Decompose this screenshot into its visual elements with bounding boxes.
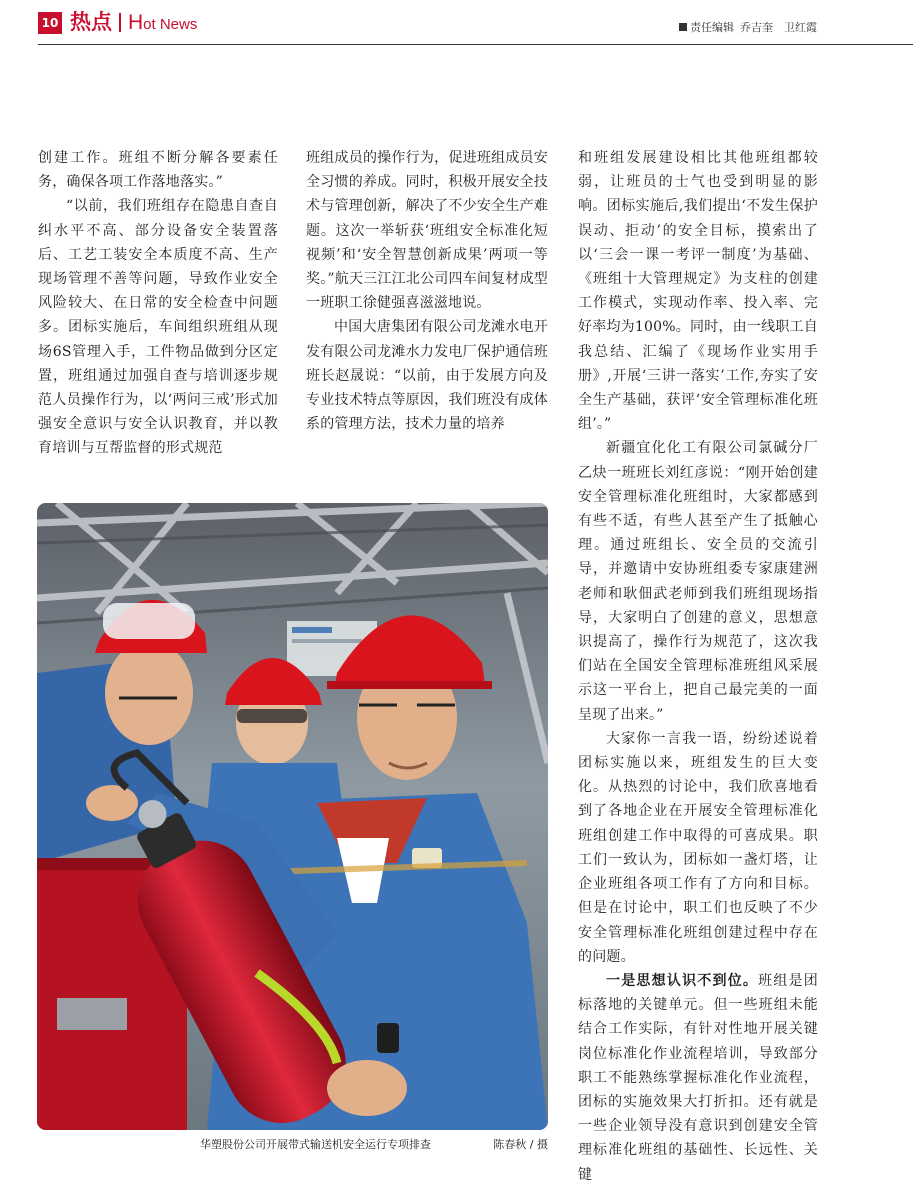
workers-inspecting-extinguisher-illustration [37, 503, 548, 1130]
paragraph: 班组成员的操作行为，促进班组成员安全习惯的养成。同时，积极开展安全技术与管理创新，解决了不少安全生产难题。这次一举斩获‘班组安全标准化短视频’和‘安全智慧创新成果’两项一等奖。”航天三江江北公司四车间复材成型一班职工徐健强喜滋滋地说。 [306, 150, 548, 312]
paragraph-lead: 一是思想认识不到位。 [606, 972, 759, 989]
section-title-en-rest: ot News [143, 16, 198, 33]
article-photo [37, 503, 548, 1130]
section-title-cn: 热点 [70, 10, 112, 34]
text-column-2 [306, 146, 548, 436]
caption-text: 华塑股份公司开展带式输送机安全运行专项排查 [200, 1138, 431, 1151]
paragraph: 新疆宜化化工有限公司氯碱分厂乙炔一班班长刘红彦说：“刚开始创建安全管理标准化班组时，大家都感到有些不适，有些人甚至产生了抵触心理。通过班组长、安全员的交流引导，并邀请中安协班组委专家康建洲老师和耿佃武老师到我们班组现场指导，大家明白了创建的意义，思想意识提高了，操作行为规范了，这次我们站在全国安全管理标准班组风采展示这一平台上，把自己最完美的一面呈现了出来。” [578, 440, 818, 723]
square-bullet-icon [679, 23, 687, 31]
text-column-3 [578, 146, 818, 1187]
paragraph: 和班组发展建设相比其他班组都较弱，让班员的士气也受到明显的影响。团标实施后,我们提出‘不发生保护误动、拒动’的安全目标，摸索出了以‘三会一课一考评一制度’为基础、《班组十大管理规定》为支柱的创建工作模式，实现动作率、投入率、完好率均为100%。同时，由一线职工自我总结、汇编了《现场作业实用手册》,开展‘三讲一落实’工作,夯实了安全生产基础，获评‘安全管理标准化班组’。” [578, 150, 818, 433]
photo-credit: 陈春秋 / 摄 [493, 1138, 548, 1151]
paragraph: “以前，我们班组存在隐患自查自纠水平不高、部分设备安全装置落后、工艺工装安全本质度不高、生产现场管理不善等问题，导致作业安全风险较大、在日常的安全检查中问题多。团标实施后，车间组织班组从现场6S管理入手，工件物品做到分区定置，班组通过加强自查与培训逐步规范人员操作行为，以‘两问三戒’形式加强安全意识与安全认识教育，并以教育培训与互帮监督的形式规范 [38, 198, 278, 457]
paragraph: 中国大唐集团有限公司龙滩水电开发有限公司龙滩水力发电厂保护通信班班长赵晟说：“以前，由于发展方向及专业技术特点等原因，我们班没有成体系的管理方法，技术力量的培养 [306, 319, 548, 433]
page-header [0, 0, 913, 46]
section-divider [119, 13, 121, 32]
paragraph: 大家你一言我一语，纷纷述说着团标实施以来，班组发生的巨大变化。从热烈的讨论中，我们欣喜地看到了各地企业在开展安全管理标准化班组创建工作中取得的可喜成果。职工们一致认为，团标如一盏灯塔，让企业班组各项工作有了方向和目标。但是在讨论中，职工们也反映了不少安全管理标准化班组创建过程中存在的问题。 [578, 730, 818, 965]
paragraph [578, 969, 818, 1187]
editor-credit [679, 20, 817, 36]
editor-names: 乔吉奎 卫红霞 [740, 21, 817, 34]
paragraph-body: 班组是团标落地的关键单元。但一些班组未能结合工作实际，有针对性地开展关键岗位标准化作业流程培训，导致部分职工不能熟练掌握标准化作业流程，团标的实施效果大打折扣。还有就是一些企业领导没有意识到创建安全管理标准化班组的基础性、长远性、关键 [578, 972, 818, 1183]
section-title-en [128, 11, 197, 37]
paragraph: 创建工作。班组不断分解各要素任务，确保各项工作落地落实。” [38, 150, 278, 191]
editor-label: 责任编辑 [690, 21, 734, 34]
text-column-1 [38, 146, 278, 461]
page-number: 10 [38, 12, 62, 34]
section-title-en-initial: H [128, 11, 144, 34]
header-rule [38, 44, 913, 45]
